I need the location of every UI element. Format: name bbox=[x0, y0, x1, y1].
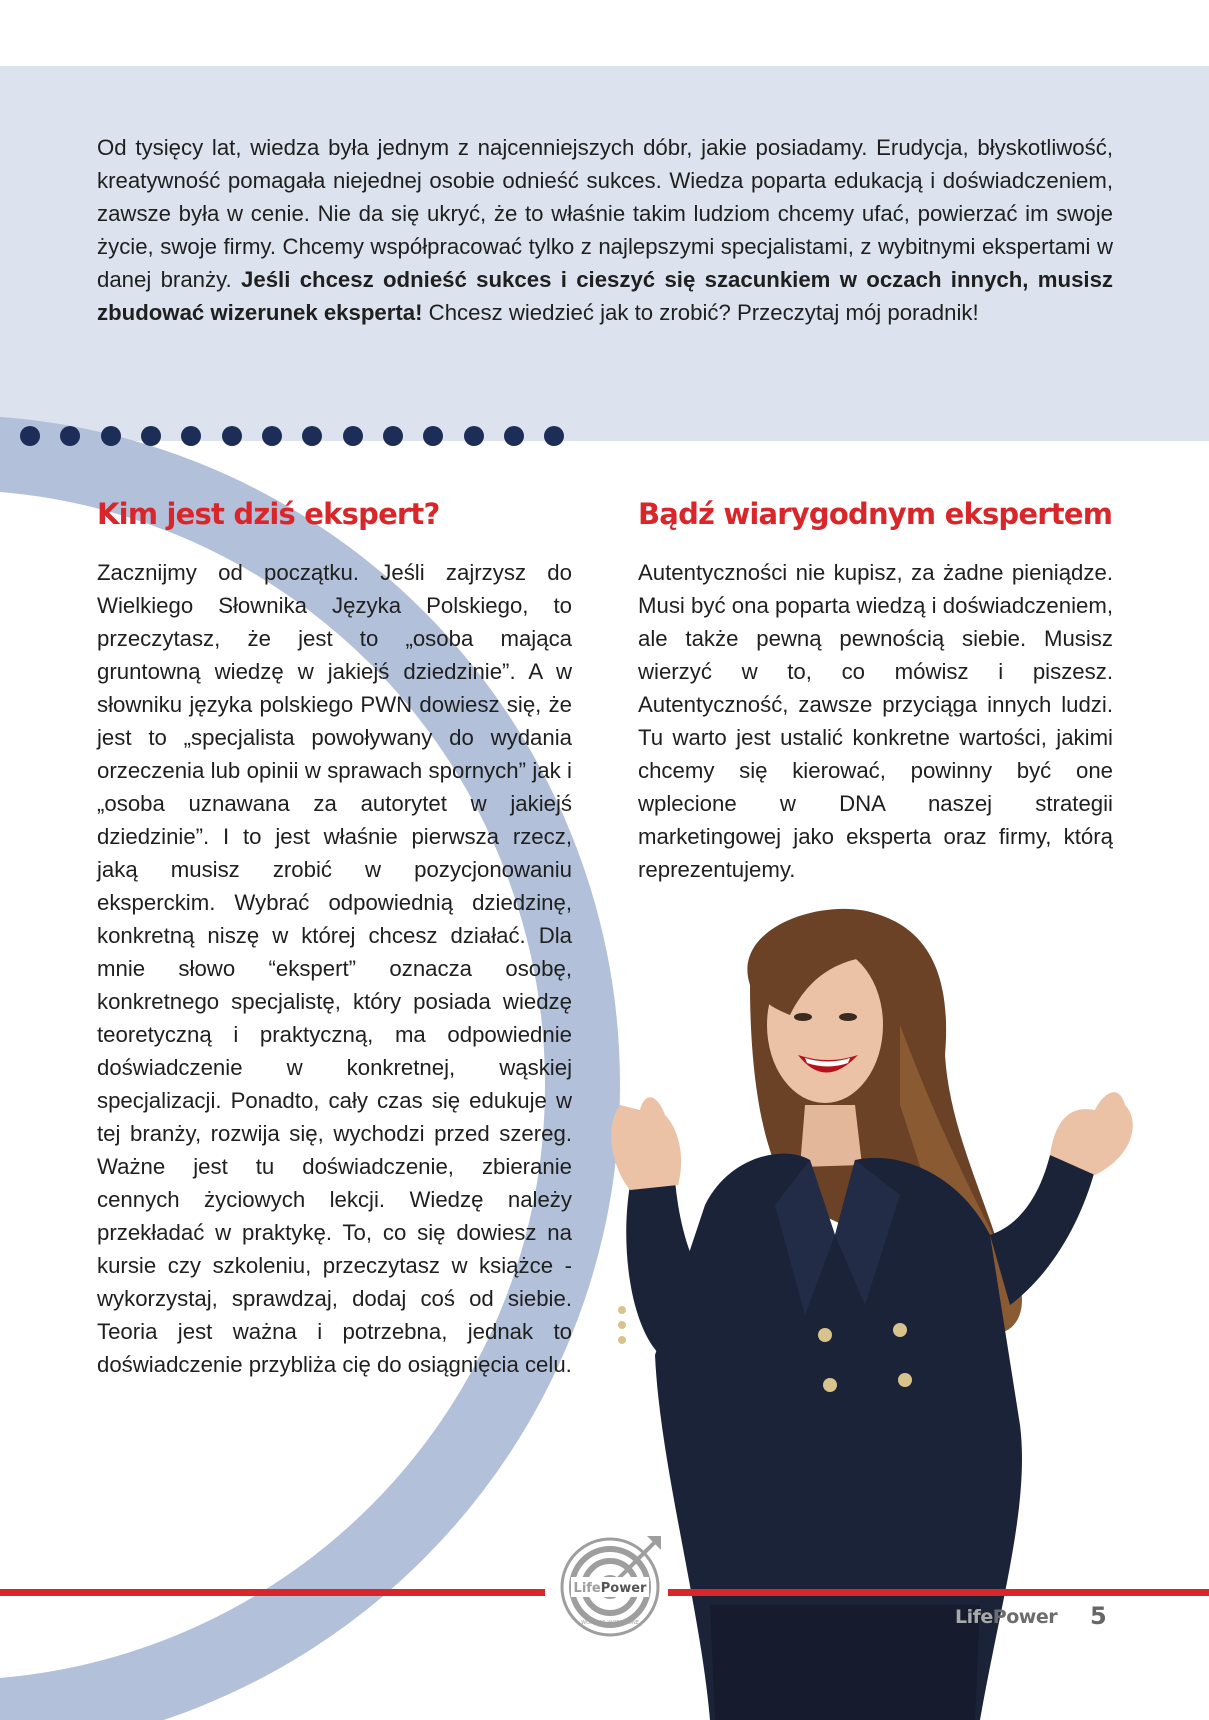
intro-bold-text: Jeśli chcesz odnieść sukces i cieszyć się szacunkiem w oczach innych, musisz zbudować wizerunek eksperta! bbox=[97, 267, 1114, 325]
divider-dot bbox=[60, 426, 80, 446]
intro-end-text: Chcesz wiedzieć jak to zrobić? Przeczytaj mój poradnik! bbox=[422, 300, 979, 325]
divider-dot bbox=[262, 426, 282, 446]
divider-dot bbox=[423, 426, 443, 446]
logo-word-power: Power bbox=[600, 1581, 647, 1596]
footer-brand-life: Life bbox=[955, 1606, 993, 1628]
intro-text: Od tysięcy lat, wiedza była jednym z najcenniejszych dóbr, jakie posiadamy. Erudycja, błyskotliwość, kreatywność pomagała niejednej osobie odnieść sukces. Wiedza poparta edukacją i doświadczeniem, zawsze była w cenie. Nie da się ukryć, że to właśnie takim ludziom chcemy ufać, powierzać im swoje życie, swoje firmy. Chcemy współpracować tylko z najlepszymi specjalistami, z wybitnymi ekspertami w danej branży. bbox=[97, 135, 1113, 292]
footer-brand-power: Power bbox=[992, 1606, 1058, 1628]
intro-paragraph bbox=[97, 131, 1113, 329]
portrait-photo bbox=[600, 905, 1209, 1720]
divider-dot bbox=[343, 426, 363, 446]
svg-text:LifePower bbox=[574, 1581, 648, 1596]
divider-dot bbox=[544, 426, 564, 446]
divider-dot bbox=[141, 426, 161, 446]
left-column-text: Zacznijmy od początku. Jeśli zajrzysz do Wielkiego Słownika Języka Polskiego, to przeczytasz, że jest to „osoba mająca gruntowną wiedzę w jakiejś dziedzinie”. A w słowniku języka polskiego PWN dowiesz się, że jest to „specjalista powoływany do wydania orzeczenia lub opinii w sprawach spornych” jak i „osoba uznawana za autorytet w jakiejś dziedzinie”. I to jest właśnie pierwsza rzecz, jaką musisz zrobić w pozycjonowaniu eksperckim. Wybrać odpowiednią dziedzinę, konkretną niszę w której chcesz działać. Dla mnie słowo “ekspert” oznacza osobę, konkretnego specjalistę, który posiada wiedzę teoretyczną i praktyczną, ma odpowiednie doświadczenie w konkretnej, wąskiej specjalizacji. Ponadto, cały czas się edukuje w tej branży, rozwija się, wychodzi przed szereg. Ważne jest tu doświadczenie, zbieranie cennych życiowych lekcji. Wiedzę należy przekładać w praktykę. To, co się dowiesz na kursie czy szkoleniu, przeczytasz w książce - wykorzystaj, sprawdzaj, dodaj coś od siebie. Teoria jest ważna i potrzebna, jednak to doświadczenie przybliża cię do osiągnięcia celu. bbox=[97, 560, 572, 1377]
divider-dot bbox=[181, 426, 201, 446]
footer-rule-left bbox=[0, 1589, 545, 1596]
divider-dot bbox=[222, 426, 242, 446]
page-number: 5 bbox=[1090, 1602, 1107, 1630]
footer-brand bbox=[955, 1606, 1057, 1628]
right-column-text: Autentyczności nie kupisz, za żadne pieniądze. Musi być ona poparta wiedzą i doświadczeniem, ale także pewną pewnością siebie. Musisz wierzyć w to, co mówisz i piszesz. Autentyczność, zawsze przyciąga innych ludzi. Tu warto jest ustalić konkretne wartości, jakimi chcemy się kierować, powinny być one wplecione w DNA naszej strategii marketingowej jako eksperta oraz firmy, którą reprezentujemy. bbox=[638, 560, 1113, 882]
right-heading: Bądź wiarygodnym ekspertem bbox=[638, 497, 1113, 531]
left-heading: Kim jest dziś ekspert? bbox=[97, 497, 440, 531]
divider-dot bbox=[20, 426, 40, 446]
footer-rule-right bbox=[668, 1589, 1209, 1596]
logo-word-life: Life bbox=[573, 1581, 601, 1596]
logo-ring-text: WOMEN'S WORK ZONE bbox=[581, 1620, 639, 1626]
divider-dot bbox=[302, 426, 322, 446]
divider-dot bbox=[504, 426, 524, 446]
lifepower-logo bbox=[555, 1532, 665, 1642]
divider-dot bbox=[101, 426, 121, 446]
divider-dot bbox=[383, 426, 403, 446]
divider-dot bbox=[464, 426, 484, 446]
